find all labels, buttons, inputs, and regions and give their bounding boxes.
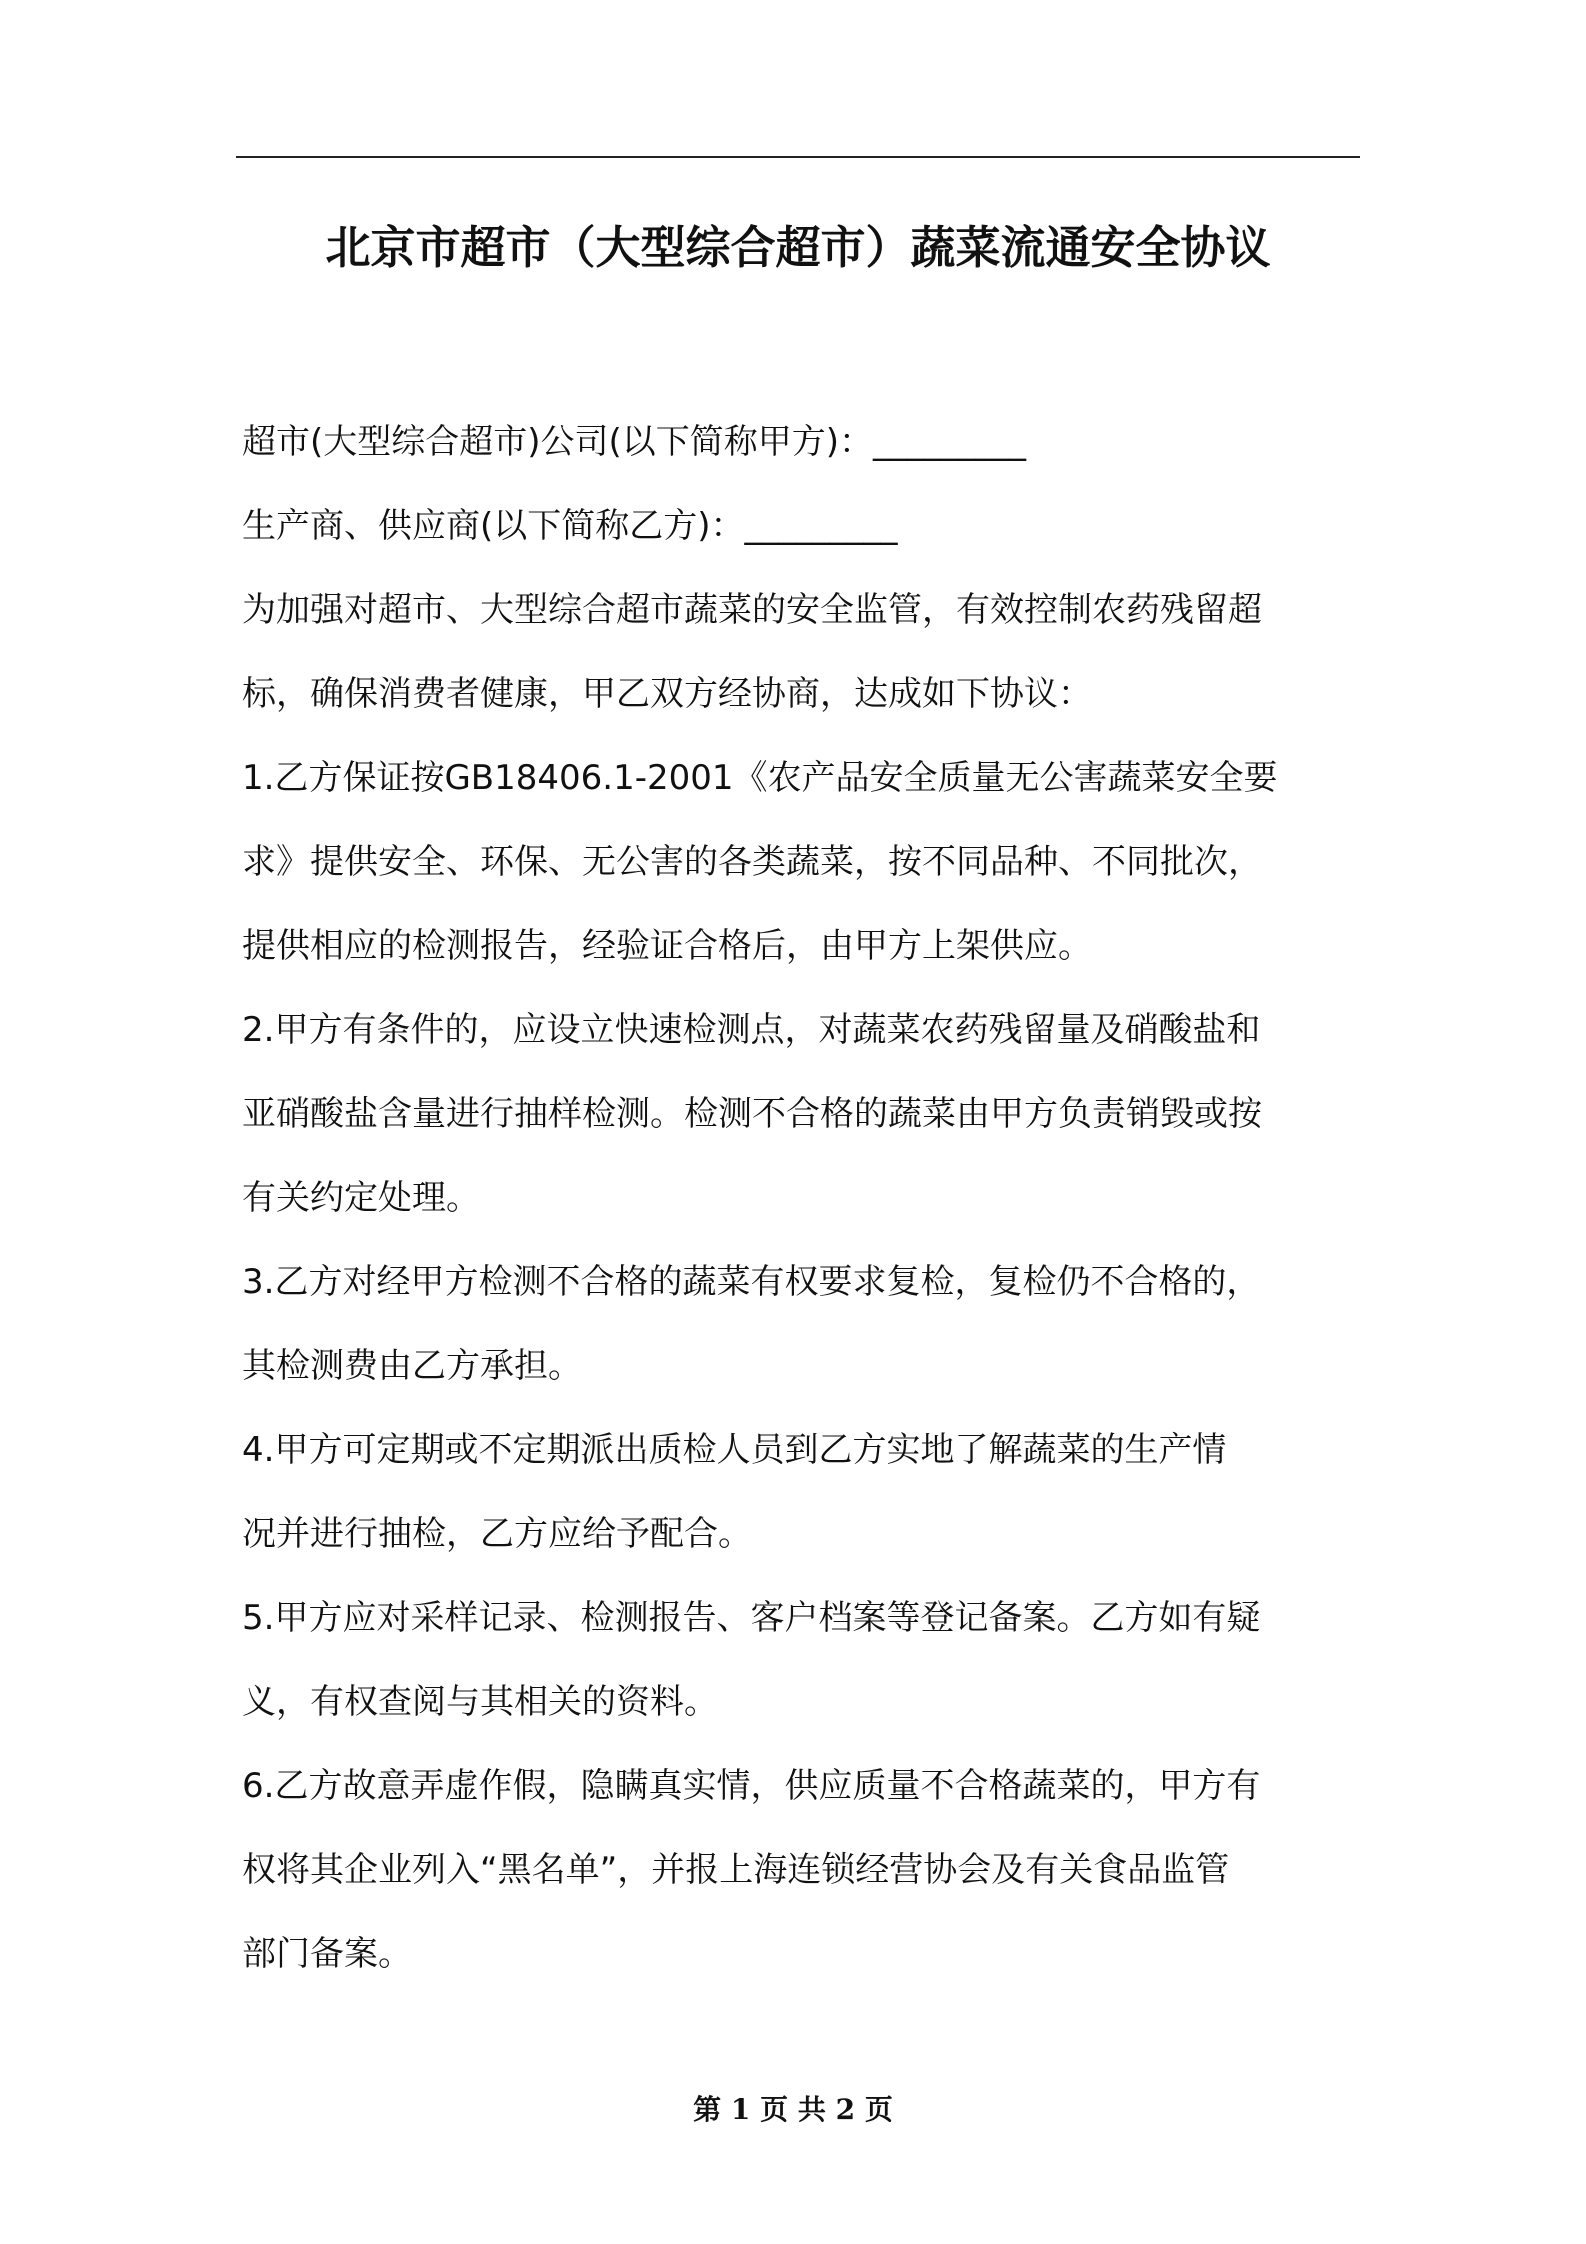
clause-4-line: 况并进行抽检，乙方应给予配合。 (242, 1514, 752, 1554)
clause-2-line: 有关约定处理。 (242, 1178, 480, 1218)
clause-1-line: 提供相应的检测报告，经验证合格后，由甲方上架供应。 (242, 926, 1092, 966)
body-line: 标，确保消费者健康，甲乙双方经协商，达成如下协议： (242, 674, 1092, 714)
page-number: 第 1 页 共 2 页 (693, 2093, 893, 2126)
clause-5-line: 义，有权查阅与其相关的资料。 (242, 1682, 718, 1722)
clause-1-line: 求》提供安全、环保、无公害的各类蔬菜，按不同品种、不同批次， (242, 842, 1262, 882)
clause-3-line: 3.乙方对经甲方检测不合格的蔬菜有权要求复检，复检仍不合格的， (242, 1262, 1261, 1302)
clause-6-line: 部门备案。 (242, 1934, 412, 1974)
clause-3-line: 其检测费由乙方承担。 (242, 1346, 582, 1386)
body-line: 为加强对超市、大型综合超市蔬菜的安全监管，有效控制农药残留超 (242, 590, 1262, 630)
clause-5-line: 5.甲方应对采样记录、检测报告、客户档案等登记备案。乙方如有疑 (242, 1598, 1261, 1638)
clause-6-line: 权将其企业列入“黑名单”，并报上海连锁经营协会及有关食品监管 (242, 1850, 1230, 1890)
header-rule (236, 156, 1360, 158)
clause-2-line: 亚硝酸盐含量进行抽样检测。检测不合格的蔬菜由甲方负责销毁或按 (242, 1094, 1262, 1134)
party-b-line: 生产商、供应商(以下简称乙方)：_________ (242, 506, 898, 546)
clause-1-line: 1.乙方保证按GB18406.1-2001《农产品安全质量无公害蔬菜安全要 (242, 758, 1278, 798)
party-a-line: 超市(大型综合超市)公司(以下简称甲方)：_________ (242, 422, 1027, 462)
document-body (242, 400, 1360, 1996)
clause-2-line: 2.甲方有条件的，应设立快速检测点，对蔬菜农药残留量及硝酸盐和 (242, 1010, 1261, 1050)
clause-6-line: 6.乙方故意弄虚作假，隐瞒真实情，供应质量不合格蔬菜的，甲方有 (242, 1766, 1261, 1806)
clause-4-line: 4.甲方可定期或不定期派出质检人员到乙方实地了解蔬菜的生产情 (242, 1430, 1227, 1470)
document-title: 北京市超市（大型综合超市）蔬菜流通安全协议 (325, 221, 1271, 274)
